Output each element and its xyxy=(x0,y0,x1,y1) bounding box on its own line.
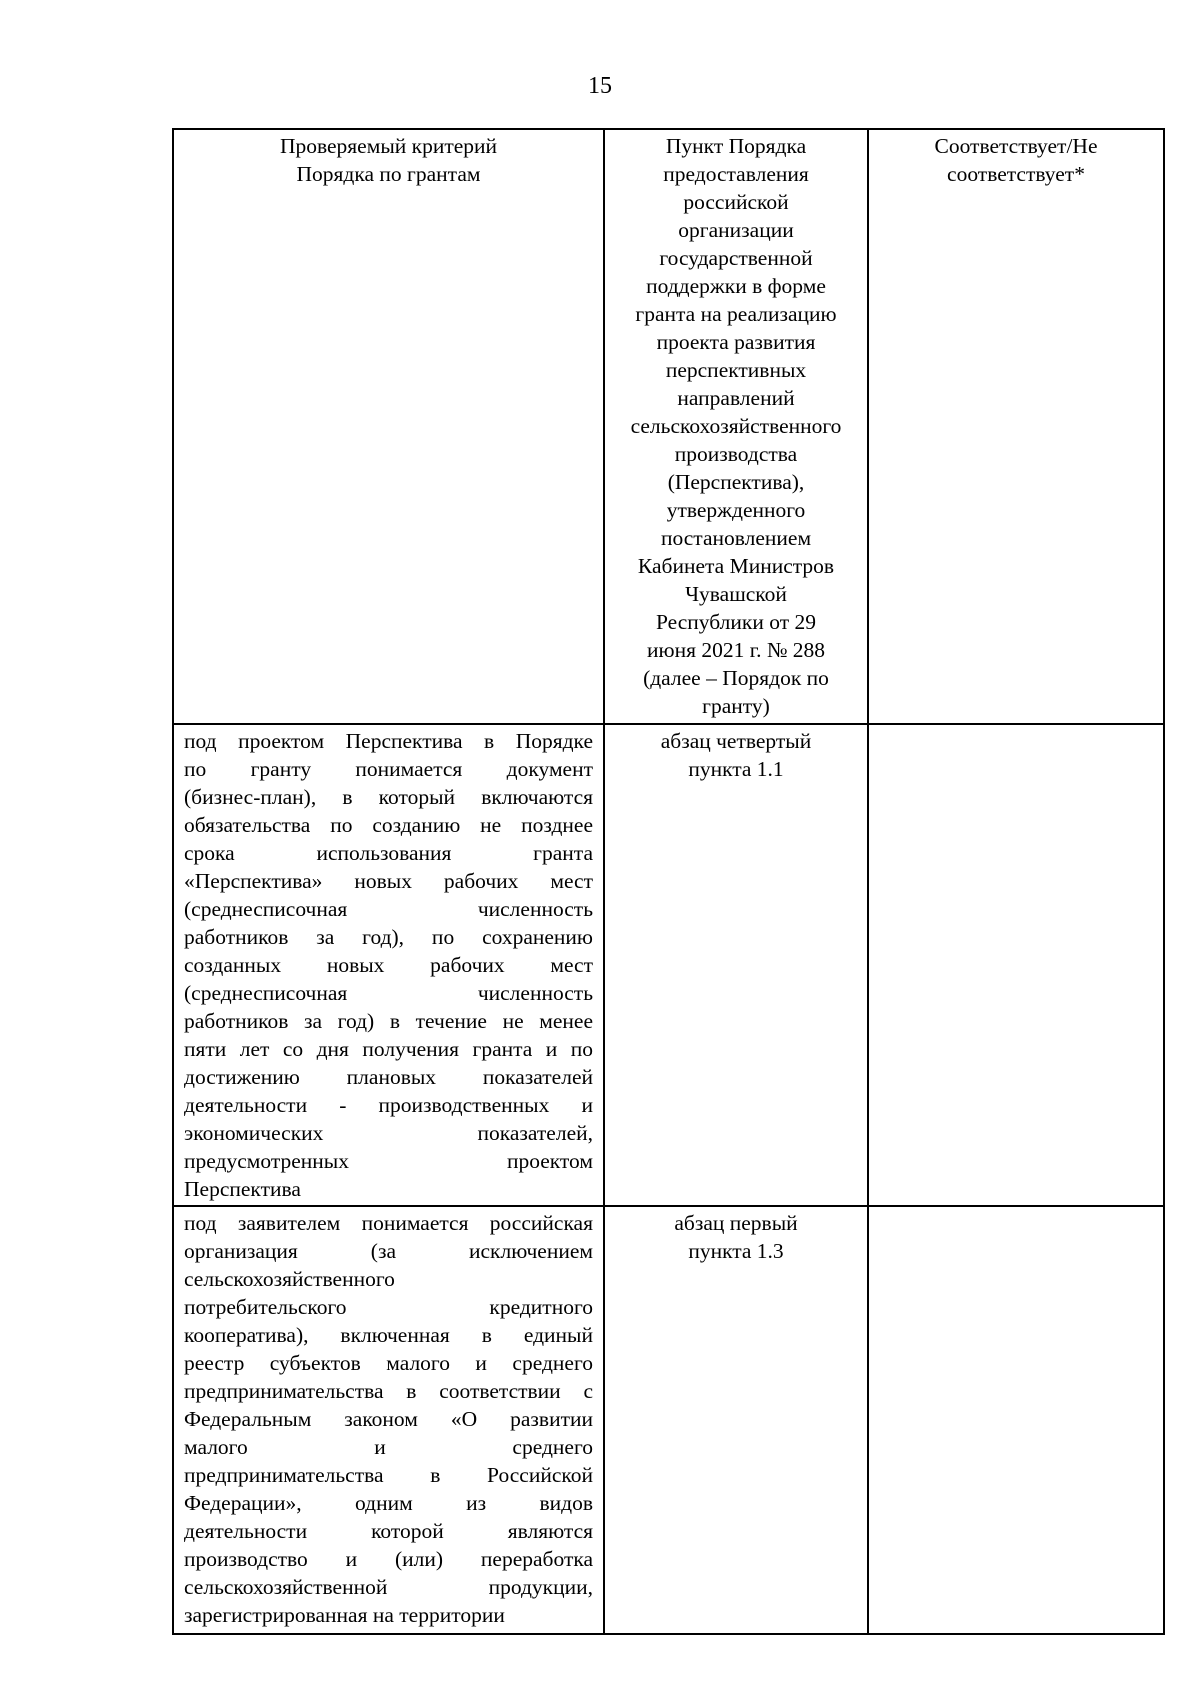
text-line: достижению плановых показателей xyxy=(184,1065,593,1089)
text-line: под проектом Перспектива в Порядке xyxy=(184,729,593,753)
text-line: организации xyxy=(678,218,794,242)
page-number: 15 xyxy=(588,73,612,99)
text-line: (Перспектива), xyxy=(667,470,805,494)
text-line: реестр субъектов малого и среднего xyxy=(184,1351,593,1375)
text-line: деятельности - производственных и xyxy=(184,1093,593,1117)
text-line: зарегистрированная на территории xyxy=(184,1603,505,1627)
text-line: утвержденного xyxy=(666,498,806,522)
text-line: (среднесписочная численность xyxy=(184,897,593,921)
text-line: пункта 1.3 xyxy=(688,1239,784,1263)
text-line: гранта на реализацию xyxy=(635,302,837,326)
text-line: работников за год), по сохранению xyxy=(184,925,593,949)
text-line: постановлением xyxy=(660,526,812,550)
text-line: под заявителем понимается российская xyxy=(184,1211,593,1235)
text-line: экономических показателей, xyxy=(184,1121,593,1145)
text-line: предусмотренных проектом xyxy=(184,1149,593,1173)
text-line: пункта 1.1 xyxy=(688,757,784,781)
text-line: (бизнес-план), в который включаются xyxy=(184,785,593,809)
text-line: (далее – Порядок по xyxy=(643,666,829,690)
text-line: срока использования гранта xyxy=(184,841,593,865)
clause-cell xyxy=(604,724,868,1206)
text-line: работников за год) в течение не менее xyxy=(184,1009,593,1033)
text-line: гранту) xyxy=(702,694,770,718)
text-line: российской xyxy=(683,190,789,214)
text-line: Соответствует/Не xyxy=(934,134,1098,158)
text-line: предпринимательства в Российской xyxy=(184,1463,593,1487)
text-line: Республики от 29 xyxy=(656,610,816,634)
text-line: сельскохозяйственного xyxy=(630,414,842,438)
header-clause xyxy=(604,129,868,724)
text-line: сельскохозяйственной продукции, xyxy=(184,1575,593,1599)
criteria-table xyxy=(172,128,1165,1635)
text-line: поддержки в форме xyxy=(646,274,826,298)
text-line: производства xyxy=(674,442,798,466)
status-cell xyxy=(868,724,1164,1206)
text-line: деятельности которой являются xyxy=(184,1519,593,1543)
clause-cell xyxy=(604,1206,868,1634)
text-line: «Перспектива» новых рабочих мест xyxy=(184,869,593,893)
text-line: потребительского кредитного xyxy=(184,1295,593,1319)
text-line: абзац первый xyxy=(674,1211,798,1235)
text-line: Чувашской xyxy=(685,582,787,606)
text-line: обязательства по созданию не позднее xyxy=(184,813,593,837)
criterion-cell xyxy=(173,1206,604,1634)
text-line: созданных новых рабочих мест xyxy=(184,953,593,977)
text-line: производство и (или) переработка xyxy=(184,1547,593,1571)
text-line: сельскохозяйственного xyxy=(184,1267,395,1291)
text-line: предоставления xyxy=(663,162,809,186)
text-line: Перспектива xyxy=(184,1177,301,1201)
text-line: Проверяемый критерий xyxy=(279,134,498,158)
text-line: Порядка по грантам xyxy=(296,162,481,186)
text-line: предпринимательства в соответствии с xyxy=(184,1379,593,1403)
text-line: Пункт Порядка xyxy=(665,134,807,158)
text-line: (среднесписочная численность xyxy=(184,981,593,1005)
text-line: Кабинета Министров xyxy=(637,554,835,578)
text-line: проекта развития xyxy=(656,330,816,354)
status-cell xyxy=(868,1206,1164,1634)
text-line: кооператива), включенная в единый xyxy=(184,1323,593,1347)
text-line: малого и среднего xyxy=(184,1435,593,1459)
text-line: пяти лет со дня получения гранта и по xyxy=(184,1037,593,1061)
text-line: Федеральным законом «О развитии xyxy=(184,1407,593,1431)
text-line: организация (за исключением xyxy=(184,1239,593,1263)
header-status xyxy=(868,129,1164,724)
text-line: по гранту понимается документ xyxy=(184,757,593,781)
text-line: государственной xyxy=(659,246,813,270)
text-line: абзац четвертый xyxy=(660,729,812,753)
table-header-row xyxy=(173,129,1164,724)
header-criterion xyxy=(173,129,604,724)
text-line: соответствует* xyxy=(947,162,1085,186)
text-line: Федерации», одним из видов xyxy=(184,1491,593,1515)
table-row xyxy=(173,1206,1164,1634)
criterion-cell xyxy=(173,724,604,1206)
text-line: направлений xyxy=(677,386,795,410)
table-row xyxy=(173,724,1164,1206)
text-line: июня 2021 г. № 288 xyxy=(647,638,825,662)
text-line: перспективных xyxy=(665,358,807,382)
